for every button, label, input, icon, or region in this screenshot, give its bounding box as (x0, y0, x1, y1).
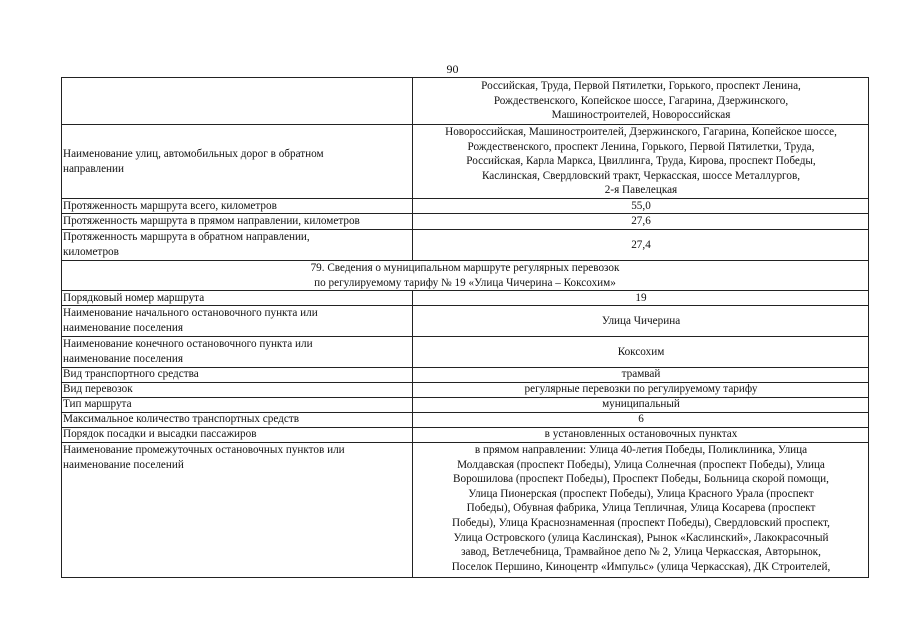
row-value: 19 (635, 292, 647, 304)
column-divider (412, 290, 413, 578)
column-divider (412, 77, 413, 260)
row-label: Наименование конечного остановочного пункта или наименование поселения (63, 338, 313, 365)
row-label: Наименование промежуточных остановочных пунктов или наименование поселений (63, 444, 345, 471)
row-value: 55,0 (631, 200, 651, 212)
row-value: Улица Чичерина (601, 315, 681, 327)
row-value: в прямом направлении: Улица 40-летия Победы, Поликлиника, Улица Молдавская (проспект Победы), Улица Солнечная (проспект Победы), Улица Ворошилова (проспект Победы), Проспект Победы, Больница скорой помощи, Улица Пионерская (проспект Победы), Улица Красного Урала (проспект Победы), Обувная фабрика, Улица Тепличная, Улица Косарева (проспект Победы), Улица Краснознаменная (проспект Победы), Свердловский проспект, Улица Островского (улица Каслинская), Рынок «Каслинский», Лакокрасочный завод, Ветлечебница, Трамвайное депо № 2, Улица Черкасская, Авторынок, Поселок Першино, Киноцентр «Импульс» (улица Черкасская), ДК Строителей, (451, 444, 831, 573)
row-value: 27,4 (631, 239, 651, 251)
row-label: Наименование начального остановочного пункта или наименование поселения (63, 307, 318, 334)
row-value: Российская, Труда, Первой Пятилетки, Горького, проспект Ленина, Рождественского, Копейское шоссе, Гагарина, Дзержинского, Машиностроителей, Новороссийская (481, 80, 801, 122)
row-value: регулярные перевозки по регулируемому тарифу (524, 383, 758, 395)
row-label: Вид перевозок (63, 383, 133, 395)
section-heading: 79. Сведения о муниципальном маршруте регулярных перевозок по регулируемому тарифу № 19 «Улица Чичерина – Коксохим» (310, 262, 620, 289)
row-label: Тип маршрута (63, 398, 132, 410)
row-line (61, 577, 869, 578)
row-label: Порядок посадки и высадки пассажиров (63, 428, 257, 440)
page-number: 90 (446, 62, 459, 76)
row-value: муниципальный (602, 398, 680, 410)
row-value: Новороссийская, Машиностроителей, Дзержинского, Гагарина, Копейское шоссе, Рождественского, проспект Ленина, Горького, Первой Пятилетки, Труда, Российская, Карла Маркса, Цвиллинга, Труда, Кирова, проспект Победы, Каслинская, Свердловский тракт, Черкасская, шоссе Металлургов, 2-я Павелецкая (445, 126, 837, 197)
row-value: Коксохим (617, 346, 665, 358)
row-value: в установленных остановочных пунктах (544, 428, 738, 440)
row-value: 6 (638, 413, 644, 425)
row-value: 27,6 (631, 215, 651, 227)
row-label: Порядковый номер маршрута (63, 292, 205, 304)
row-label: Протяженность маршрута в прямом направлении, километров (63, 215, 360, 227)
row-label: Протяженность маршрута в обратном направлении, километров (63, 231, 310, 258)
row-value: трамвай (621, 368, 661, 380)
row-label: Максимальное количество транспортных средств (63, 413, 300, 425)
row-label: Протяженность маршрута всего, километров (63, 200, 277, 212)
row-label: Вид транспортного средства (63, 368, 199, 380)
row-label: Наименование улиц, автомобильных дорог в обратном направлении (63, 148, 324, 175)
